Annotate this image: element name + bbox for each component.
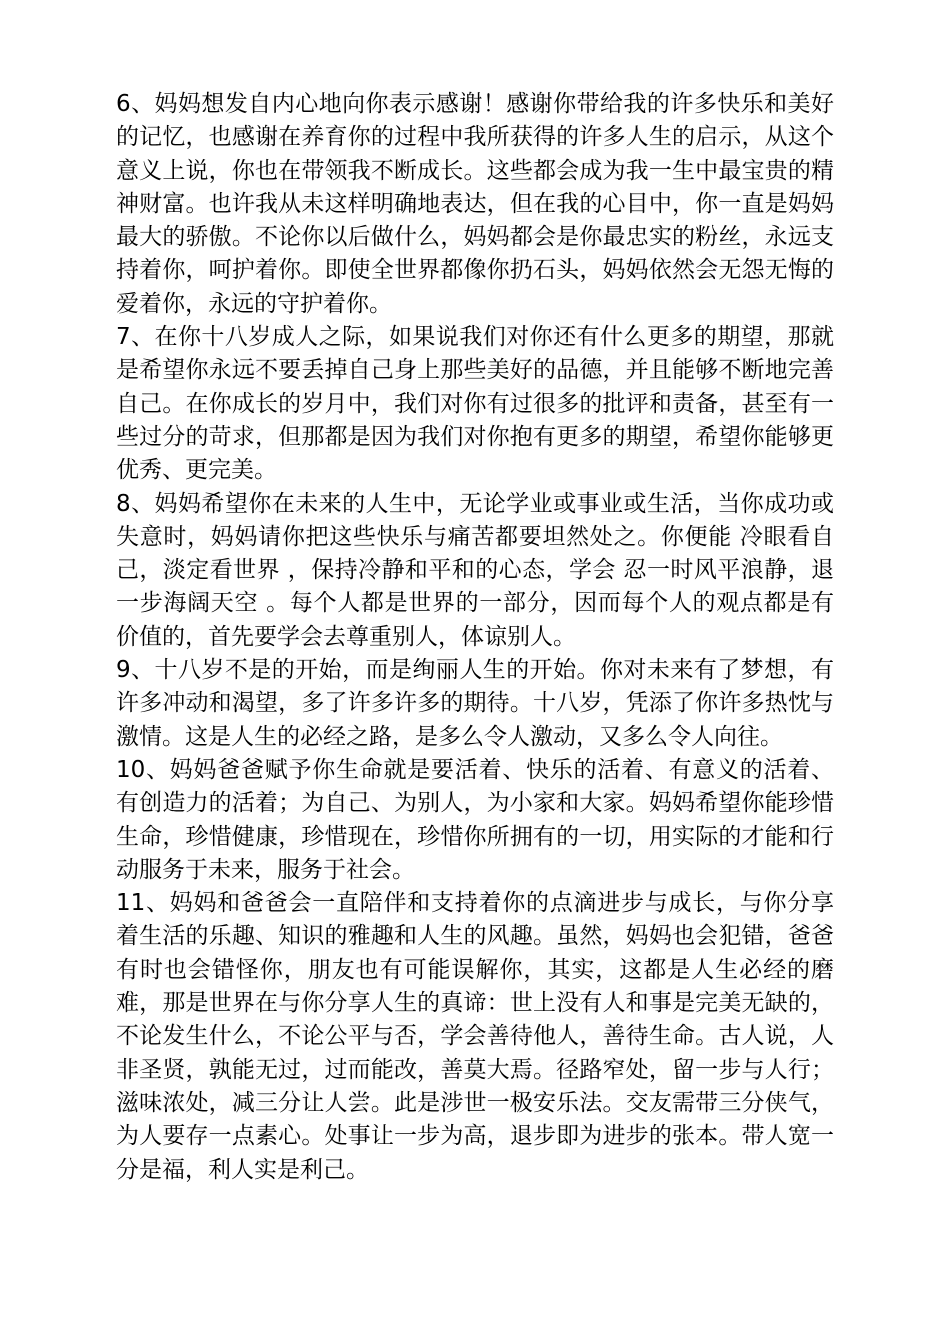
- paragraph-9: 9、十八岁不是的开始，而是绚丽人生的开始。你对未来有了梦想，有许多冲动和渴望，多了许多许多的期待。十八岁，凭添了你许多热忱与激情。这是人生的必经之路，是多么令人激动，又多么令人向往。: [116, 657, 834, 750]
- paragraph-11: 11、妈妈和爸爸会一直陪伴和支持着你的点滴进步与成长，与你分享着生活的乐趣、知识的雅趣和人生的风趣。虽然，妈妈也会犯错，爸爸有时也会错怪你，朋友也有可能误解你，其实，这都是人生必经的磨难，那是世界在与你分享人生的真谛：世上没有人和事是完美无缺的，不论发生什么，不论公平与否，学会善待他人，善待生命。古人说，人非圣贤，孰能无过，过而能改，善莫大焉。径路窄处，留一步与人行；滋味浓处，减三分让人尝。此是涉世一极安乐法。交友需带三分侠气，为人要存一点素心。处事让一步为高，退步即为进步的张本。带人宽一分是福，利人实是利己。: [116, 890, 834, 1183]
- paragraph-7: 7、在你十八岁成人之际，如果说我们对你还有什么更多的期望，那就是希望你永远不要丢掉自己身上那些美好的品德，并且能够不断地完善自己。在你成长的岁月中，我们对你有过很多的批评和责备，甚至有一些过分的苛求，但那都是因为我们对你抱有更多的期望，希望你能够更优秀、更完美。: [116, 324, 834, 484]
- paragraph-10: 10、妈妈爸爸赋予你生命就是要活着、快乐的活着、有意义的活着、有创造力的活着；为自己、为别人，为小家和大家。妈妈希望你能珍惜生命，珍惜健康，珍惜现在，珍惜你所拥有的一切，用实际的才能和行动服务于未来，服务于社会。: [116, 756, 834, 883]
- paragraph-8: 8、妈妈希望你在未来的人生中，无论学业或事业或生活，当你成功或失意时，妈妈请你把这些快乐与痛苦都要坦然处之。你便能 冷眼看自己，淡定看世界 ，保持冷静和平和的心态，学会 忍一时风平浪静，退一步海阔天空 。每个人都是世界的一部分，因而每个人的观点都是有价值的，首先要学会去尊重别人，体谅别人。: [116, 490, 834, 650]
- paragraph-6: 6、妈妈想发自内心地向你表示感谢！感谢你带给我的许多快乐和美好的记忆，也感谢在养育你的过程中我所获得的许多人生的启示，从这个意义上说，你也在带领我不断成长。这些都会成为我一生中最宝贵的精神财富。也许我从未这样明确地表达，但在我的心目中，你一直是妈妈最大的骄傲。不论你以后做什么，妈妈都会是你最忠实的粉丝，永远支持着你，呵护着你。即使全世界都像你扔石头，妈妈依然会无怨无悔的爱着你，永远的守护着你。: [116, 91, 834, 317]
- document-body: [116, 88, 834, 1187]
